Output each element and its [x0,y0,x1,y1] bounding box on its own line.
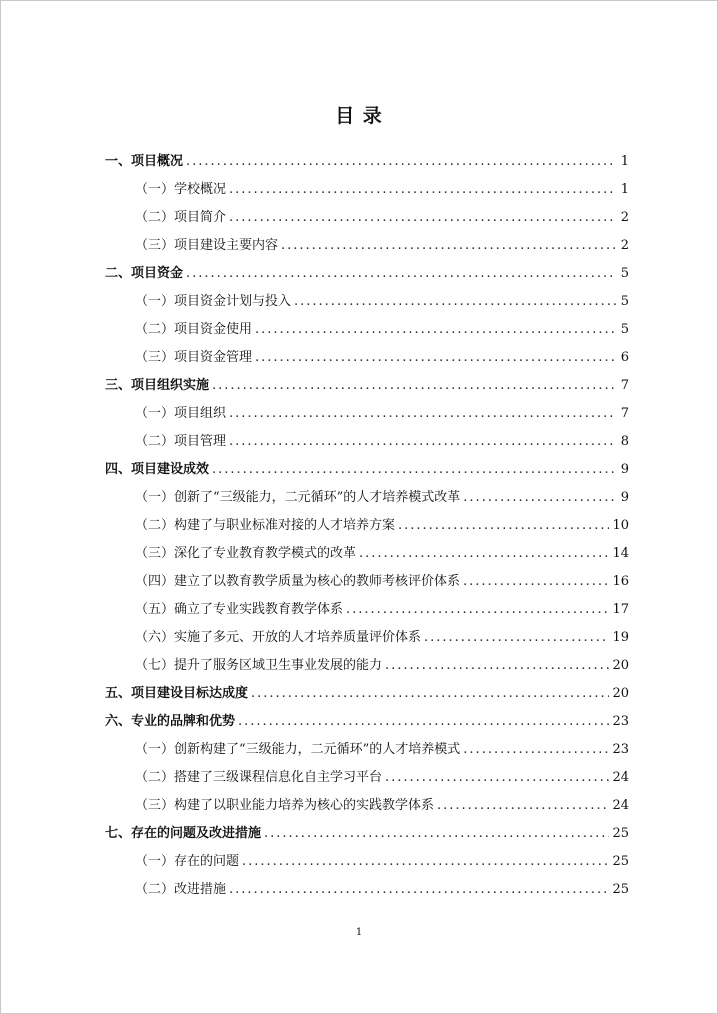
toc-entry-label: 六、专业的品牌和优势 [105,714,236,729]
toc-dot-leader [385,656,609,676]
footer-page-number: 1 [355,927,363,938]
toc-entry-page: 1 [620,154,629,169]
toc-entry-2[interactable] [105,264,629,284]
toc-entry-label: （一）学校概况 [135,182,227,197]
toc-entry-4-3[interactable] [135,544,629,564]
toc-entry-page: 20 [612,686,629,701]
toc-entry-6-2[interactable] [135,768,629,788]
toc-entry-label: 二、项目资金 [105,266,184,281]
toc-entry-label: 四、项目建设成效 [105,462,210,477]
toc-entry-7-2[interactable] [135,880,629,900]
toc-entry-page: 5 [620,266,629,281]
toc-entry-page: 9 [620,462,629,477]
toc-entry-label: （三）项目资金管理 [135,350,253,365]
toc-dot-leader [229,180,616,200]
toc-entry-2-2[interactable] [135,320,629,340]
toc-dot-leader [242,852,609,872]
toc-entry-label: （五）确立了专业实践教育教学体系 [135,602,344,617]
toc-entry-page: 6 [620,350,629,365]
toc-entry-5[interactable] [105,684,629,704]
toc-entry-label: （三）项目建设主要内容 [135,238,279,253]
toc-dot-leader [463,488,616,508]
toc-entry-1[interactable] [105,152,629,172]
toc-entry-label: （二）项目资金使用 [135,322,253,337]
toc-entry-4[interactable] [105,460,629,480]
toc-entry-label: （二）搭建了三级课程信息化自主学习平台 [135,770,383,785]
toc-dot-leader [264,824,609,844]
toc-entry-page: 7 [620,406,629,421]
toc-entry-label: 一、项目概况 [105,154,184,169]
toc-entry-2-3[interactable] [135,348,629,368]
toc-entry-label: （三）构建了以职业能力培养为核心的实践教学体系 [135,798,435,813]
toc-entry-page: 7 [620,378,629,393]
toc-dot-leader [186,264,616,284]
toc-entry-page: 8 [620,434,629,449]
toc-entry-page: 2 [620,238,629,253]
toc-entry-label: （一）存在的问题 [135,854,240,869]
toc-entry-4-4[interactable] [135,572,629,592]
toc-entry-4-1[interactable] [135,488,629,508]
toc-dot-leader [186,152,616,172]
toc-dot-leader [251,684,609,704]
toc-entry-4-2[interactable] [135,516,629,536]
toc-entry-page: 24 [612,798,629,813]
toc-entry-7[interactable] [105,824,629,844]
toc-entry-2-1[interactable] [135,292,629,312]
toc-entry-page: 23 [612,742,629,757]
toc-entry-1-1[interactable] [135,180,629,200]
toc-entry-6-1[interactable] [135,740,629,760]
toc-entry-page: 5 [620,322,629,337]
toc-entry-page: 25 [612,854,629,869]
toc-entry-label: （七）提升了服务区域卫生事业发展的能力 [135,658,383,673]
toc-entry-page: 10 [612,518,629,533]
toc-entry-label: （一）创新构建了“三级能力，二元循环”的人才培养模式 [135,742,461,757]
toc-entry-label: 三、项目组织实施 [105,378,210,393]
toc-dot-leader [294,292,616,312]
toc-dot-leader [463,740,609,760]
toc-entry-page: 24 [612,770,629,785]
toc-entry-4-6[interactable] [135,628,629,648]
toc-dot-leader [212,460,616,480]
toc-entry-label: 五、项目建设目标达成度 [105,686,249,701]
toc-dot-leader [229,880,609,900]
toc-dot-leader [463,572,609,592]
toc-entry-page: 9 [620,490,629,505]
toc-entry-page: 20 [612,658,629,673]
toc-entry-page: 23 [612,714,629,729]
toc-entry-page: 25 [612,826,629,841]
toc-entry-1-2[interactable] [135,208,629,228]
toc-entry-page: 2 [620,210,629,225]
toc-title: 目 录 [335,105,383,127]
toc-entry-label: 七、存在的问题及改进措施 [105,826,262,841]
toc-dot-leader [255,320,616,340]
toc-entry-page: 5 [620,294,629,309]
toc-entry-label: （一）创新了“三级能力，二元循环”的人才培养模式改革 [135,490,461,505]
toc-entry-label: （二）项目简介 [135,210,227,225]
toc-entry-7-1[interactable] [135,852,629,872]
toc-dot-leader [255,348,616,368]
toc-entry-page: 14 [612,546,629,561]
toc-dot-leader [359,544,609,564]
toc-dot-leader [229,208,616,228]
toc-dot-leader [385,768,609,788]
toc-dot-leader [238,712,609,732]
toc-entry-page: 25 [612,882,629,897]
toc-entry-label: （二）项目管理 [135,434,227,449]
toc-dot-leader [229,404,616,424]
toc-entry-page: 16 [612,574,629,589]
toc-entry-6[interactable] [105,712,629,732]
toc-entry-3-1[interactable] [135,404,629,424]
toc-entry-3[interactable] [105,376,629,396]
toc-entry-label: （二）构建了与职业标准对接的人才培养方案 [135,518,396,533]
toc-entry-label: （四）建立了以教育教学质量为核心的教师考核评价体系 [135,574,461,589]
toc-entry-label: （一）项目组织 [135,406,227,421]
toc-entry-label: （三）深化了专业教育教学模式的改革 [135,546,357,561]
toc-entry-page: 1 [620,182,629,197]
toc-dot-leader [281,236,616,256]
toc-entry-6-3[interactable] [135,796,629,816]
toc-dot-leader [346,600,609,620]
toc-dot-leader [437,796,609,816]
toc-dot-leader [398,516,609,536]
toc-entry-page: 19 [612,630,629,645]
toc-entry-label: （二）改进措施 [135,882,227,897]
toc-entry-label: （六）实施了多元、开放的人才培养质量评价体系 [135,630,422,645]
toc-entry-label: （一）项目资金计划与投入 [135,294,292,309]
toc-dot-leader [424,628,609,648]
toc-entry-page: 17 [612,602,629,617]
toc-entry-4-5[interactable] [135,600,629,620]
toc-entry-3-2[interactable] [135,432,629,452]
toc-entry-4-7[interactable] [135,656,629,676]
toc-entry-1-3[interactable] [135,236,629,256]
toc-dot-leader [229,432,616,452]
toc-dot-leader [212,376,616,396]
